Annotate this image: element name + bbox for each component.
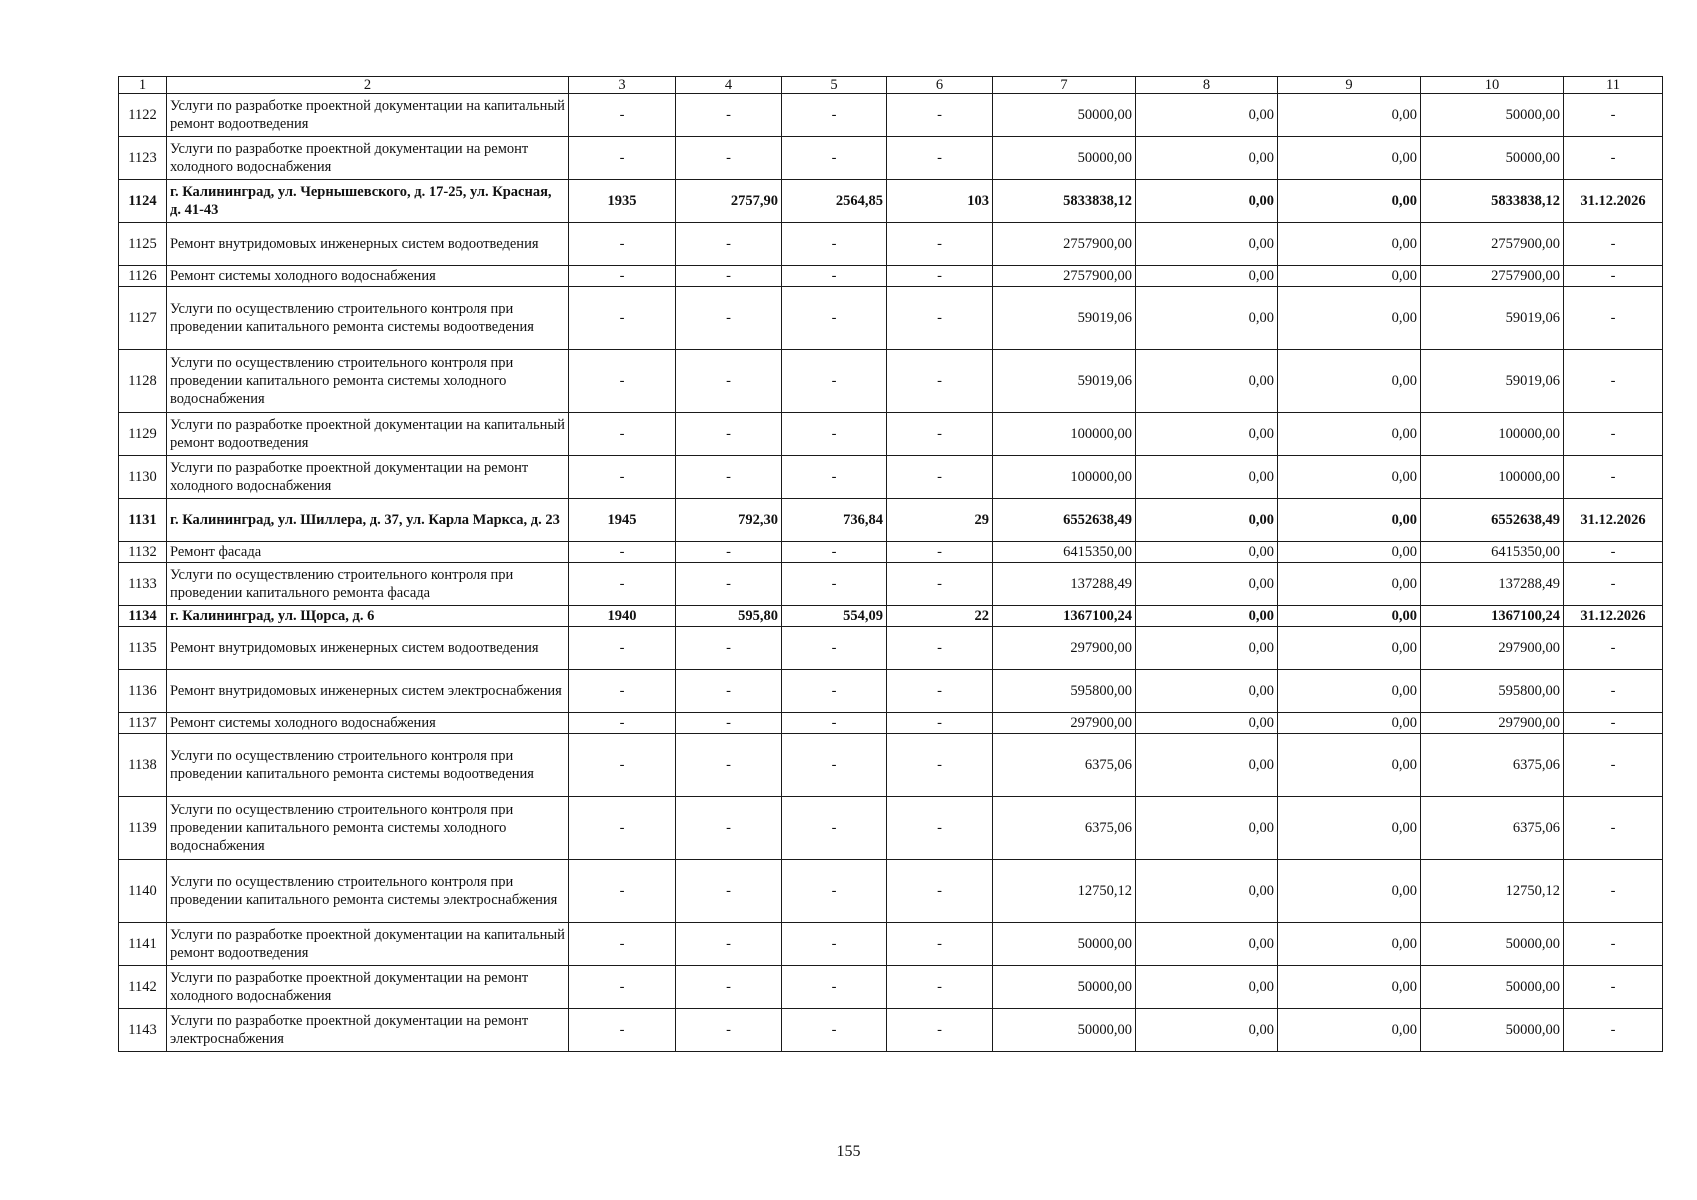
row-number-cell: 1139 xyxy=(119,797,167,860)
col9-cell: 0,00 xyxy=(1278,734,1421,797)
col8-cell: 0,00 xyxy=(1136,670,1278,713)
col11-cell: - xyxy=(1564,223,1663,266)
work-description-cell: Услуги по разработке проектной документации на ремонт холодного водоснабжения xyxy=(167,456,569,499)
col3-cell: - xyxy=(569,860,676,923)
col11-cell: - xyxy=(1564,266,1663,287)
col4-cell: - xyxy=(676,797,782,860)
col5-cell: - xyxy=(782,966,887,1009)
col9-cell: 0,00 xyxy=(1278,627,1421,670)
col3-cell: 1940 xyxy=(569,606,676,627)
col7-cell: 59019,06 xyxy=(993,287,1136,350)
page-number: 155 xyxy=(836,1143,861,1160)
col5-cell: - xyxy=(782,670,887,713)
col4-cell: - xyxy=(676,413,782,456)
col9-cell: 0,00 xyxy=(1278,266,1421,287)
col5-cell: - xyxy=(782,266,887,287)
row-number-cell: 1141 xyxy=(119,923,167,966)
work-description-cell: Услуги по разработке проектной документации на ремонт холодного водоснабжения xyxy=(167,137,569,180)
col6-cell: 103 xyxy=(887,180,993,223)
col4-cell: - xyxy=(676,627,782,670)
col7-cell: 2757900,00 xyxy=(993,266,1136,287)
col5-cell: - xyxy=(782,860,887,923)
col4-cell: 2757,90 xyxy=(676,180,782,223)
row-number-cell: 1124 xyxy=(119,180,167,223)
col8-cell: 0,00 xyxy=(1136,606,1278,627)
table-row xyxy=(119,966,1663,1009)
col11-cell: - xyxy=(1564,137,1663,180)
col5-cell: 736,84 xyxy=(782,499,887,542)
row-number-cell: 1130 xyxy=(119,456,167,499)
col9-cell: 0,00 xyxy=(1278,137,1421,180)
col6-cell: - xyxy=(887,137,993,180)
col5-cell: 2564,85 xyxy=(782,180,887,223)
row-number-cell: 1136 xyxy=(119,670,167,713)
work-description-cell: Услуги по разработке проектной документации на капитальный ремонт водоотведения xyxy=(167,923,569,966)
col3-cell: - xyxy=(569,456,676,499)
col8-cell: 0,00 xyxy=(1136,627,1278,670)
col-header-3: 3 xyxy=(569,77,676,94)
col5-cell: - xyxy=(782,542,887,563)
col9-cell: 0,00 xyxy=(1278,180,1421,223)
col-header-6: 6 xyxy=(887,77,993,94)
col10-cell: 6552638,49 xyxy=(1421,499,1564,542)
col-header-1: 1 xyxy=(119,77,167,94)
col5-cell: 554,09 xyxy=(782,606,887,627)
col8-cell: 0,00 xyxy=(1136,966,1278,1009)
col9-cell: 0,00 xyxy=(1278,542,1421,563)
col-header-10: 10 xyxy=(1421,77,1564,94)
col6-cell: - xyxy=(887,350,993,413)
col11-cell: - xyxy=(1564,563,1663,606)
col4-cell: - xyxy=(676,94,782,137)
work-description-cell: Услуги по осуществлению строительного контроля при проведении капитального ремонта системы электроснабжения xyxy=(167,860,569,923)
col8-cell: 0,00 xyxy=(1136,223,1278,266)
col3-cell: - xyxy=(569,287,676,350)
col7-cell: 12750,12 xyxy=(993,860,1136,923)
col10-cell: 100000,00 xyxy=(1421,456,1564,499)
work-description-cell: Услуги по разработке проектной документации на ремонт электроснабжения xyxy=(167,1009,569,1052)
col6-cell: - xyxy=(887,1009,993,1052)
col8-cell: 0,00 xyxy=(1136,713,1278,734)
col10-cell: 2757900,00 xyxy=(1421,266,1564,287)
col10-cell: 5833838,12 xyxy=(1421,180,1564,223)
work-description-cell: Ремонт фасада xyxy=(167,542,569,563)
col10-cell: 137288,49 xyxy=(1421,563,1564,606)
table-row xyxy=(119,860,1663,923)
row-number-cell: 1137 xyxy=(119,713,167,734)
col5-cell: - xyxy=(782,797,887,860)
row-number-cell: 1128 xyxy=(119,350,167,413)
col11-cell: - xyxy=(1564,1009,1663,1052)
col10-cell: 50000,00 xyxy=(1421,923,1564,966)
col10-cell: 2757900,00 xyxy=(1421,223,1564,266)
col8-cell: 0,00 xyxy=(1136,180,1278,223)
col6-cell: - xyxy=(887,94,993,137)
col9-cell: 0,00 xyxy=(1278,94,1421,137)
col11-cell: - xyxy=(1564,860,1663,923)
table-row xyxy=(119,713,1663,734)
col7-cell: 50000,00 xyxy=(993,923,1136,966)
work-description-cell: Ремонт системы холодного водоснабжения xyxy=(167,266,569,287)
col6-cell: - xyxy=(887,797,993,860)
table-row xyxy=(119,1009,1663,1052)
row-number-cell: 1131 xyxy=(119,499,167,542)
col10-cell: 1367100,24 xyxy=(1421,606,1564,627)
table-row xyxy=(119,797,1663,860)
col11-cell: - xyxy=(1564,456,1663,499)
col11-cell: - xyxy=(1564,350,1663,413)
col11-cell: - xyxy=(1564,413,1663,456)
col10-cell: 50000,00 xyxy=(1421,94,1564,137)
col7-cell: 595800,00 xyxy=(993,670,1136,713)
col3-cell: - xyxy=(569,713,676,734)
col9-cell: 0,00 xyxy=(1278,287,1421,350)
col11-cell: - xyxy=(1564,94,1663,137)
col6-cell: - xyxy=(887,670,993,713)
col6-cell: - xyxy=(887,734,993,797)
col9-cell: 0,00 xyxy=(1278,499,1421,542)
col9-cell: 0,00 xyxy=(1278,797,1421,860)
col3-cell: 1935 xyxy=(569,180,676,223)
col3-cell: - xyxy=(569,797,676,860)
col8-cell: 0,00 xyxy=(1136,287,1278,350)
col4-cell: - xyxy=(676,137,782,180)
col4-cell: - xyxy=(676,923,782,966)
col11-cell: - xyxy=(1564,670,1663,713)
col-header-11: 11 xyxy=(1564,77,1663,94)
work-description-cell: г. Калининград, ул. Щорса, д. 6 xyxy=(167,606,569,627)
col6-cell: - xyxy=(887,966,993,1009)
col9-cell: 0,00 xyxy=(1278,563,1421,606)
col3-cell: - xyxy=(569,137,676,180)
col3-cell: - xyxy=(569,542,676,563)
row-number-cell: 1129 xyxy=(119,413,167,456)
col8-cell: 0,00 xyxy=(1136,542,1278,563)
col7-cell: 297900,00 xyxy=(993,627,1136,670)
col6-cell: 22 xyxy=(887,606,993,627)
col5-cell: - xyxy=(782,94,887,137)
table-row xyxy=(119,627,1663,670)
col7-cell: 50000,00 xyxy=(993,137,1136,180)
col11-cell: - xyxy=(1564,734,1663,797)
col10-cell: 50000,00 xyxy=(1421,137,1564,180)
col11-cell: - xyxy=(1564,966,1663,1009)
work-description-cell: Ремонт внутридомовых инженерных систем водоотведения xyxy=(167,627,569,670)
col9-cell: 0,00 xyxy=(1278,413,1421,456)
col4-cell: 595,80 xyxy=(676,606,782,627)
col3-cell: - xyxy=(569,670,676,713)
col4-cell: - xyxy=(676,266,782,287)
col7-cell: 50000,00 xyxy=(993,1009,1136,1052)
col7-cell: 59019,06 xyxy=(993,350,1136,413)
row-number-cell: 1135 xyxy=(119,627,167,670)
table-row xyxy=(119,734,1663,797)
work-description-cell: Услуги по осуществлению строительного контроля при проведении капитального ремонта системы холодного водоснабжения xyxy=(167,797,569,860)
col6-cell: - xyxy=(887,287,993,350)
col4-cell: - xyxy=(676,456,782,499)
row-number-cell: 1138 xyxy=(119,734,167,797)
col7-cell: 100000,00 xyxy=(993,413,1136,456)
table-row xyxy=(119,223,1663,266)
col11-cell: - xyxy=(1564,713,1663,734)
row-number-cell: 1127 xyxy=(119,287,167,350)
col8-cell: 0,00 xyxy=(1136,563,1278,606)
col-header-2: 2 xyxy=(167,77,569,94)
col3-cell: - xyxy=(569,734,676,797)
table-row xyxy=(119,350,1663,413)
col6-cell: - xyxy=(887,627,993,670)
col8-cell: 0,00 xyxy=(1136,266,1278,287)
table-header xyxy=(119,77,1663,94)
col10-cell: 297900,00 xyxy=(1421,713,1564,734)
col8-cell: 0,00 xyxy=(1136,734,1278,797)
row-number-cell: 1123 xyxy=(119,137,167,180)
col6-cell: - xyxy=(887,713,993,734)
col10-cell: 100000,00 xyxy=(1421,413,1564,456)
col5-cell: - xyxy=(782,456,887,499)
col11-cell: - xyxy=(1564,923,1663,966)
row-number-cell: 1133 xyxy=(119,563,167,606)
work-description-cell: Услуги по разработке проектной документации на капитальный ремонт водоотведения xyxy=(167,94,569,137)
col11-cell: - xyxy=(1564,542,1663,563)
col8-cell: 0,00 xyxy=(1136,860,1278,923)
col8-cell: 0,00 xyxy=(1136,499,1278,542)
table-row xyxy=(119,287,1663,350)
col6-cell: 29 xyxy=(887,499,993,542)
col3-cell: - xyxy=(569,223,676,266)
col10-cell: 595800,00 xyxy=(1421,670,1564,713)
col8-cell: 0,00 xyxy=(1136,94,1278,137)
col7-cell: 137288,49 xyxy=(993,563,1136,606)
table-row xyxy=(119,670,1663,713)
col7-cell: 6415350,00 xyxy=(993,542,1136,563)
col3-cell: 1945 xyxy=(569,499,676,542)
work-description-cell: Услуги по осуществлению строительного контроля при проведении капитального ремонта системы водоотведения xyxy=(167,287,569,350)
col6-cell: - xyxy=(887,413,993,456)
col7-cell: 1367100,24 xyxy=(993,606,1136,627)
col3-cell: - xyxy=(569,266,676,287)
col11-cell: - xyxy=(1564,797,1663,860)
header-row xyxy=(119,77,1663,94)
program-table xyxy=(118,76,1663,1052)
col9-cell: 0,00 xyxy=(1278,923,1421,966)
table-row xyxy=(119,563,1663,606)
col4-cell: - xyxy=(676,860,782,923)
work-description-cell: Ремонт внутридомовых инженерных систем электроснабжения xyxy=(167,670,569,713)
col4-cell: - xyxy=(676,734,782,797)
col-header-9: 9 xyxy=(1278,77,1421,94)
col6-cell: - xyxy=(887,563,993,606)
col-header-8: 8 xyxy=(1136,77,1278,94)
work-description-cell: Услуги по осуществлению строительного контроля при проведении капитального ремонта фасада xyxy=(167,563,569,606)
col10-cell: 6375,06 xyxy=(1421,797,1564,860)
col6-cell: - xyxy=(887,266,993,287)
col7-cell: 2757900,00 xyxy=(993,223,1136,266)
col6-cell: - xyxy=(887,542,993,563)
row-number-cell: 1140 xyxy=(119,860,167,923)
col3-cell: - xyxy=(569,1009,676,1052)
col5-cell: - xyxy=(782,563,887,606)
work-description-cell: г. Калининград, ул. Чернышевского, д. 17-25, ул. Красная, д. 41-43 xyxy=(167,180,569,223)
work-description-cell: г. Калининград, ул. Шиллера, д. 37, ул. Карла Маркса, д. 23 xyxy=(167,499,569,542)
col5-cell: - xyxy=(782,1009,887,1052)
col9-cell: 0,00 xyxy=(1278,966,1421,1009)
address-row xyxy=(119,499,1663,542)
col4-cell: 792,30 xyxy=(676,499,782,542)
col4-cell: - xyxy=(676,223,782,266)
col9-cell: 0,00 xyxy=(1278,350,1421,413)
table-row xyxy=(119,923,1663,966)
col-header-4: 4 xyxy=(676,77,782,94)
col4-cell: - xyxy=(676,542,782,563)
row-number-cell: 1143 xyxy=(119,1009,167,1052)
col3-cell: - xyxy=(569,413,676,456)
col4-cell: - xyxy=(676,350,782,413)
col8-cell: 0,00 xyxy=(1136,923,1278,966)
col9-cell: 0,00 xyxy=(1278,606,1421,627)
col10-cell: 59019,06 xyxy=(1421,350,1564,413)
col10-cell: 50000,00 xyxy=(1421,1009,1564,1052)
col5-cell: - xyxy=(782,713,887,734)
col4-cell: - xyxy=(676,966,782,1009)
col5-cell: - xyxy=(782,223,887,266)
col7-cell: 297900,00 xyxy=(993,713,1136,734)
col-header-5: 5 xyxy=(782,77,887,94)
col10-cell: 50000,00 xyxy=(1421,966,1564,1009)
col11-cell: - xyxy=(1564,287,1663,350)
col7-cell: 6375,06 xyxy=(993,797,1136,860)
work-description-cell: Ремонт внутридомовых инженерных систем водоотведения xyxy=(167,223,569,266)
col10-cell: 12750,12 xyxy=(1421,860,1564,923)
col6-cell: - xyxy=(887,923,993,966)
col9-cell: 0,00 xyxy=(1278,713,1421,734)
col11-cell: 31.12.2026 xyxy=(1564,606,1663,627)
col3-cell: - xyxy=(569,563,676,606)
col3-cell: - xyxy=(569,350,676,413)
col6-cell: - xyxy=(887,860,993,923)
col4-cell: - xyxy=(676,713,782,734)
col9-cell: 0,00 xyxy=(1278,670,1421,713)
row-number-cell: 1122 xyxy=(119,94,167,137)
col3-cell: - xyxy=(569,94,676,137)
col7-cell: 6375,06 xyxy=(993,734,1136,797)
col9-cell: 0,00 xyxy=(1278,860,1421,923)
work-description-cell: Услуги по разработке проектной документации на капитальный ремонт водоотведения xyxy=(167,413,569,456)
col8-cell: 0,00 xyxy=(1136,350,1278,413)
table-row xyxy=(119,137,1663,180)
table-body xyxy=(119,94,1663,1052)
row-number-cell: 1142 xyxy=(119,966,167,1009)
col3-cell: - xyxy=(569,627,676,670)
row-number-cell: 1125 xyxy=(119,223,167,266)
address-row xyxy=(119,180,1663,223)
col7-cell: 6552638,49 xyxy=(993,499,1136,542)
col5-cell: - xyxy=(782,627,887,670)
col7-cell: 50000,00 xyxy=(993,94,1136,137)
col4-cell: - xyxy=(676,287,782,350)
table-row xyxy=(119,413,1663,456)
col4-cell: - xyxy=(676,1009,782,1052)
col8-cell: 0,00 xyxy=(1136,413,1278,456)
col7-cell: 5833838,12 xyxy=(993,180,1136,223)
col10-cell: 59019,06 xyxy=(1421,287,1564,350)
col9-cell: 0,00 xyxy=(1278,223,1421,266)
table-row xyxy=(119,266,1663,287)
col3-cell: - xyxy=(569,923,676,966)
col9-cell: 0,00 xyxy=(1278,456,1421,499)
col-header-7: 7 xyxy=(993,77,1136,94)
col11-cell: 31.12.2026 xyxy=(1564,180,1663,223)
col5-cell: - xyxy=(782,137,887,180)
work-description-cell: Услуги по осуществлению строительного контроля при проведении капитального ремонта системы водоотведения xyxy=(167,734,569,797)
col5-cell: - xyxy=(782,734,887,797)
col10-cell: 6375,06 xyxy=(1421,734,1564,797)
col5-cell: - xyxy=(782,350,887,413)
row-number-cell: 1132 xyxy=(119,542,167,563)
col5-cell: - xyxy=(782,413,887,456)
col9-cell: 0,00 xyxy=(1278,1009,1421,1052)
col11-cell: - xyxy=(1564,627,1663,670)
col10-cell: 6415350,00 xyxy=(1421,542,1564,563)
table-row xyxy=(119,94,1663,137)
table-row xyxy=(119,456,1663,499)
col6-cell: - xyxy=(887,456,993,499)
row-number-cell: 1134 xyxy=(119,606,167,627)
col11-cell: 31.12.2026 xyxy=(1564,499,1663,542)
col4-cell: - xyxy=(676,670,782,713)
col4-cell: - xyxy=(676,563,782,606)
col10-cell: 297900,00 xyxy=(1421,627,1564,670)
col8-cell: 0,00 xyxy=(1136,1009,1278,1052)
row-number-cell: 1126 xyxy=(119,266,167,287)
col7-cell: 100000,00 xyxy=(993,456,1136,499)
address-row xyxy=(119,606,1663,627)
col8-cell: 0,00 xyxy=(1136,797,1278,860)
work-description-cell: Услуги по разработке проектной документации на ремонт холодного водоснабжения xyxy=(167,966,569,1009)
col5-cell: - xyxy=(782,923,887,966)
col3-cell: - xyxy=(569,966,676,1009)
col7-cell: 50000,00 xyxy=(993,966,1136,1009)
col8-cell: 0,00 xyxy=(1136,137,1278,180)
col6-cell: - xyxy=(887,223,993,266)
work-description-cell: Услуги по осуществлению строительного контроля при проведении капитального ремонта системы холодного водоснабжения xyxy=(167,350,569,413)
col5-cell: - xyxy=(782,287,887,350)
table-row xyxy=(119,542,1663,563)
work-description-cell: Ремонт системы холодного водоснабжения xyxy=(167,713,569,734)
col8-cell: 0,00 xyxy=(1136,456,1278,499)
